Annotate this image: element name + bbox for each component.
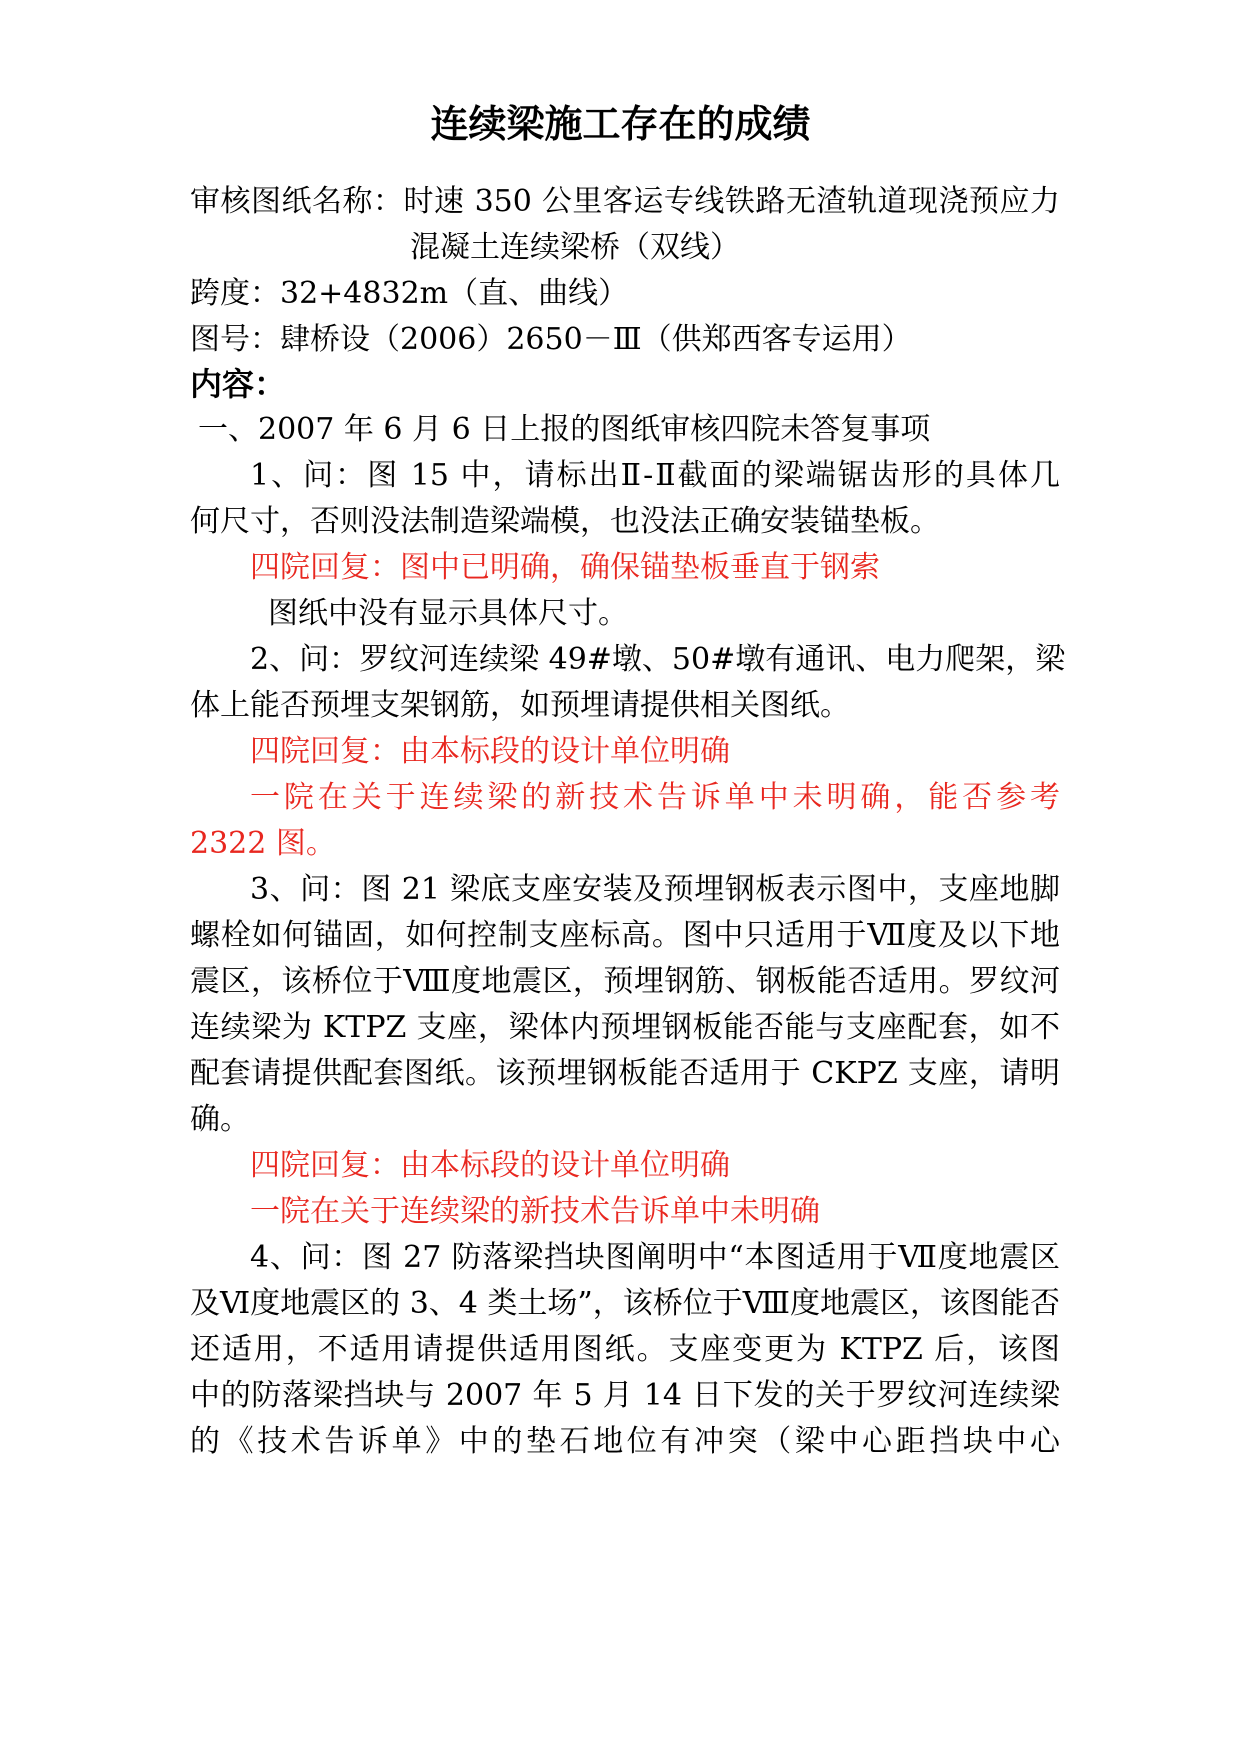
content-label: 内容：	[190, 365, 287, 403]
section-heading: 一、2007 年 6 月 6 日上报的图纸审核四院未答复事项	[198, 412, 931, 447]
item-3-question-line-3: 震区，该桥位于Ⅷ度地震区，预埋钢筋、钢板能否适用。罗纹河	[190, 964, 1060, 999]
item-3-note: 一院在关于连续梁的新技术告诉单中未明确	[250, 1194, 820, 1229]
item-4-question-line-2: 及Ⅵ度地震区的 3、4 类土场”，该桥位于Ⅷ度地震区，该图能否	[190, 1286, 1061, 1321]
document-title: 连续梁施工存在的成绩	[430, 101, 811, 146]
item-3-question-line-1: 3、问：图 21 梁底支座安装及预埋钢板表示图中，支座地脚	[250, 872, 1060, 907]
item-3-question-line-6: 确。	[190, 1102, 250, 1137]
item-3-question-line-5: 配套请提供配套图纸。该预埋钢板能否适用于 CKPZ 支座，请明	[190, 1056, 1060, 1091]
item-1-reply: 四院回复：图中已明确，确保锚垫板垂直于钢索	[250, 550, 880, 585]
item-2-note-line-2: 2322 图。	[190, 826, 336, 861]
item-3-question-line-2: 螺栓如何锚固，如何控制支座标高。图中只适用于Ⅶ度及以下地	[190, 918, 1060, 953]
item-2-question-line-1: 2、问：罗纹河连续梁 49#墩、50#墩有通讯、电力爬架，梁	[250, 642, 1066, 677]
item-1-note: 图纸中没有显示具体尺寸。	[268, 596, 628, 631]
item-4-question-line-3: 还适用，不适用请提供适用图纸。支座变更为 KTPZ 后，该图	[190, 1332, 1060, 1367]
item-4-question-line-1: 4、问：图 27 防落梁挡块图阐明中“本图适用于Ⅶ度地震区	[250, 1240, 1060, 1275]
item-3-reply: 四院回复：由本标段的设计单位明确	[250, 1148, 730, 1183]
drawing-name-line-2: 混凝土连续梁桥（双线）	[410, 230, 740, 265]
item-1-question-line-2: 何尺寸，否则没法制造梁端模，也没法正确安装锚垫板。	[190, 504, 940, 539]
item-1-question-line-1: 1、问：图 15 中，请标出Ⅱ-Ⅱ截面的梁端锯齿形的具体几	[250, 458, 1060, 493]
item-2-question-line-2: 体上能否预埋支架钢筋，如预埋请提供相关图纸。	[190, 688, 850, 723]
item-3-question-line-4: 连续梁为 KTPZ 支座，梁体内预埋钢板能否能与支座配套，如不	[190, 1010, 1060, 1045]
item-2-reply: 四院回复：由本标段的设计单位明确	[250, 734, 730, 769]
drawing-name-line-1: 审核图纸名称：时速 350 公里客运专线铁路无渣轨道现浇预应力	[190, 184, 1060, 219]
item-4-question-line-4: 中的防落梁挡块与 2007 年 5 月 14 日下发的关于罗纹河连续梁	[190, 1378, 1060, 1413]
drawing-number-line: 图号：肆桥设（2006）2650－Ⅲ（供郑西客专运用）	[190, 322, 912, 357]
item-4-question-line-5: 的《技术告诉单》中的垫石地位有冲突（梁中心距挡块中心	[190, 1424, 1060, 1459]
item-2-note-line-1: 一院在关于连续梁的新技术告诉单中未明确，能否参考	[250, 780, 1060, 815]
span-line: 跨度：32+4832m（直、曲线）	[190, 276, 629, 311]
